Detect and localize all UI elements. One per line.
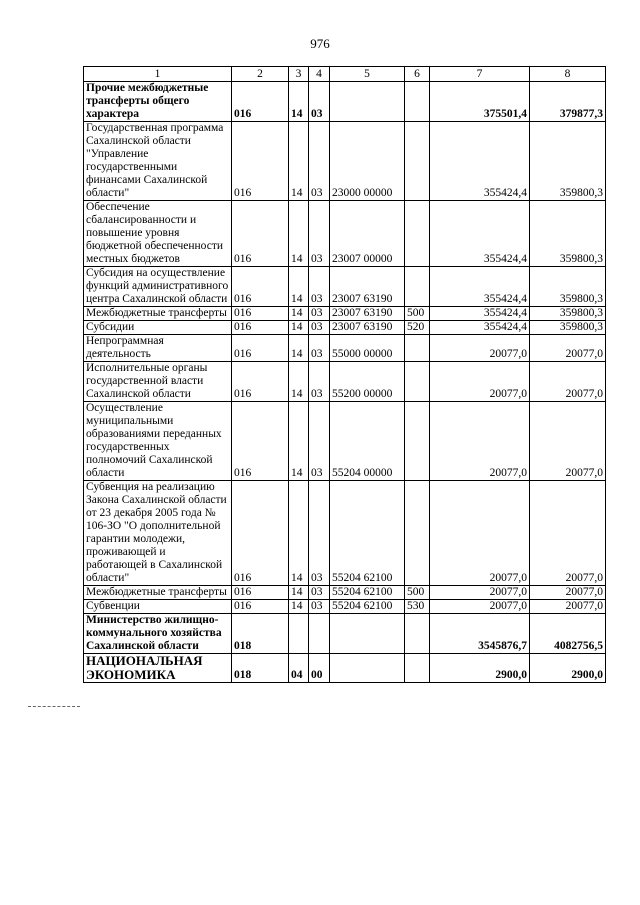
table-row xyxy=(84,614,606,654)
table-row xyxy=(84,321,606,335)
row-name-cell: Прочие межбюджетные трансферты общего характера xyxy=(84,82,232,122)
section-code-cell: 14 xyxy=(289,307,309,321)
subsection-code-cell: 03 xyxy=(309,321,330,335)
table-row xyxy=(84,122,606,201)
target-article-cell xyxy=(330,614,405,654)
row-name-cell: Субсидия на осуществление функций административного центра Сахалинской области xyxy=(84,267,232,307)
amount-year2-cell: 359800,3 xyxy=(530,267,606,307)
chapter-code-cell: 016 xyxy=(232,586,289,600)
amount-year2-cell: 20077,0 xyxy=(530,402,606,481)
amount-year1-cell: 3545876,7 xyxy=(430,614,530,654)
row-name-cell: Непрограммная деятельность xyxy=(84,335,232,362)
column-header: 1 xyxy=(84,67,232,82)
column-header: 8 xyxy=(530,67,606,82)
section-code-cell: 14 xyxy=(289,267,309,307)
expense-type-cell xyxy=(405,362,430,402)
column-header: 6 xyxy=(405,67,430,82)
expense-type-cell: 520 xyxy=(405,321,430,335)
target-article-cell xyxy=(330,654,405,683)
table-row xyxy=(84,362,606,402)
chapter-code-cell: 016 xyxy=(232,321,289,335)
chapter-code-cell: 016 xyxy=(232,122,289,201)
chapter-code-cell: 016 xyxy=(232,267,289,307)
expense-type-cell: 500 xyxy=(405,586,430,600)
table-row xyxy=(84,82,606,122)
amount-year1-cell: 20077,0 xyxy=(430,362,530,402)
expense-type-cell: 530 xyxy=(405,600,430,614)
column-header: 2 xyxy=(232,67,289,82)
amount-year2-cell: 359800,3 xyxy=(530,122,606,201)
target-article-cell: 23000 00000 xyxy=(330,122,405,201)
budget-table xyxy=(83,66,606,683)
row-name-cell: НАЦИОНАЛЬНАЯ ЭКОНОМИКА xyxy=(84,654,232,683)
amount-year1-cell: 20077,0 xyxy=(430,481,530,586)
section-code-cell: 14 xyxy=(289,122,309,201)
chapter-code-cell: 016 xyxy=(232,600,289,614)
subsection-code-cell: 03 xyxy=(309,82,330,122)
row-name-cell: Межбюджетные трансферты xyxy=(84,307,232,321)
amount-year2-cell: 4082756,5 xyxy=(530,614,606,654)
subsection-code-cell: 03 xyxy=(309,402,330,481)
chapter-code-cell: 016 xyxy=(232,201,289,267)
expense-type-cell xyxy=(405,402,430,481)
column-header: 5 xyxy=(330,67,405,82)
amount-year1-cell: 20077,0 xyxy=(430,335,530,362)
amount-year2-cell: 359800,3 xyxy=(530,307,606,321)
table-row xyxy=(84,307,606,321)
subsection-code-cell: 03 xyxy=(309,335,330,362)
subsection-code-cell: 00 xyxy=(309,654,330,683)
amount-year2-cell: 20077,0 xyxy=(530,362,606,402)
row-name-cell: Министерство жилищно-коммунального хозяйства Сахалинской области xyxy=(84,614,232,654)
expense-type-cell xyxy=(405,82,430,122)
amount-year2-cell: 359800,3 xyxy=(530,321,606,335)
target-article-cell: 55204 62100 xyxy=(330,600,405,614)
section-code-cell: 14 xyxy=(289,402,309,481)
row-name-cell: Субвенции xyxy=(84,600,232,614)
section-code-cell: 14 xyxy=(289,600,309,614)
row-name-cell: Осуществление муниципальными образованиями переданных государственных полномочий Сахалинской области xyxy=(84,402,232,481)
chapter-code-cell: 018 xyxy=(232,614,289,654)
expense-type-cell xyxy=(405,335,430,362)
table-row xyxy=(84,481,606,586)
amount-year2-cell: 20077,0 xyxy=(530,600,606,614)
row-name-cell: Субсидии xyxy=(84,321,232,335)
section-code-cell: 14 xyxy=(289,82,309,122)
expense-type-cell: 500 xyxy=(405,307,430,321)
chapter-code-cell: 016 xyxy=(232,307,289,321)
amount-year1-cell: 20077,0 xyxy=(430,600,530,614)
amount-year2-cell: 20077,0 xyxy=(530,335,606,362)
target-article-cell: 55200 00000 xyxy=(330,362,405,402)
subsection-code-cell xyxy=(309,614,330,654)
expense-type-cell xyxy=(405,481,430,586)
table-row xyxy=(84,654,606,683)
target-article-cell xyxy=(330,82,405,122)
table-row xyxy=(84,267,606,307)
table-row xyxy=(84,600,606,614)
subsection-code-cell: 03 xyxy=(309,362,330,402)
subsection-code-cell: 03 xyxy=(309,586,330,600)
section-code-cell xyxy=(289,614,309,654)
expense-type-cell xyxy=(405,267,430,307)
scan-artifact-line xyxy=(28,706,80,707)
target-article-cell: 55204 62100 xyxy=(330,586,405,600)
subsection-code-cell: 03 xyxy=(309,122,330,201)
amount-year1-cell: 355424,4 xyxy=(430,122,530,201)
target-article-cell: 23007 00000 xyxy=(330,201,405,267)
amount-year1-cell: 355424,4 xyxy=(430,267,530,307)
amount-year1-cell: 20077,0 xyxy=(430,402,530,481)
target-article-cell: 55204 62100 xyxy=(330,481,405,586)
table-header-row xyxy=(84,67,606,82)
amount-year2-cell: 359800,3 xyxy=(530,201,606,267)
target-article-cell: 55000 00000 xyxy=(330,335,405,362)
table-row xyxy=(84,402,606,481)
subsection-code-cell: 03 xyxy=(309,600,330,614)
amount-year1-cell: 355424,4 xyxy=(430,201,530,267)
subsection-code-cell: 03 xyxy=(309,481,330,586)
chapter-code-cell: 016 xyxy=(232,481,289,586)
amount-year2-cell: 20077,0 xyxy=(530,586,606,600)
row-name-cell: Исполнительные органы государственной власти Сахалинской области xyxy=(84,362,232,402)
section-code-cell: 14 xyxy=(289,321,309,335)
row-name-cell: Обеспечение сбалансированности и повышение уровня бюджетной обеспеченности местных бюджетов xyxy=(84,201,232,267)
chapter-code-cell: 016 xyxy=(232,335,289,362)
section-code-cell: 14 xyxy=(289,335,309,362)
row-name-cell: Государственная программа Сахалинской области "Управление государственными финансами Сахалинской области" xyxy=(84,122,232,201)
section-code-cell: 14 xyxy=(289,201,309,267)
amount-year2-cell: 379877,3 xyxy=(530,82,606,122)
subsection-code-cell: 03 xyxy=(309,307,330,321)
expense-type-cell xyxy=(405,122,430,201)
section-code-cell: 14 xyxy=(289,586,309,600)
amount-year1-cell: 20077,0 xyxy=(430,586,530,600)
expense-type-cell xyxy=(405,614,430,654)
column-header: 4 xyxy=(309,67,330,82)
column-header: 3 xyxy=(289,67,309,82)
amount-year1-cell: 375501,4 xyxy=(430,82,530,122)
table-row xyxy=(84,586,606,600)
section-code-cell: 14 xyxy=(289,481,309,586)
subsection-code-cell: 03 xyxy=(309,201,330,267)
section-code-cell: 14 xyxy=(289,362,309,402)
table-row xyxy=(84,201,606,267)
subsection-code-cell: 03 xyxy=(309,267,330,307)
chapter-code-cell: 016 xyxy=(232,82,289,122)
column-header: 7 xyxy=(430,67,530,82)
chapter-code-cell: 016 xyxy=(232,362,289,402)
table-row xyxy=(84,335,606,362)
chapter-code-cell: 016 xyxy=(232,402,289,481)
amount-year1-cell: 2900,0 xyxy=(430,654,530,683)
expense-type-cell xyxy=(405,654,430,683)
chapter-code-cell: 018 xyxy=(232,654,289,683)
row-name-cell: Межбюджетные трансферты xyxy=(84,586,232,600)
amount-year2-cell: 20077,0 xyxy=(530,481,606,586)
table-body xyxy=(84,82,606,683)
amount-year1-cell: 355424,4 xyxy=(430,307,530,321)
section-code-cell: 04 xyxy=(289,654,309,683)
expense-type-cell xyxy=(405,201,430,267)
amount-year1-cell: 355424,4 xyxy=(430,321,530,335)
target-article-cell: 23007 63190 xyxy=(330,307,405,321)
page-number: 976 xyxy=(310,36,330,51)
target-article-cell: 55204 00000 xyxy=(330,402,405,481)
row-name-cell: Субвенция на реализацию Закона Сахалинской области от 23 декабря 2005 года № 106-ЗО "О дополнительной гарантии молодежи, проживающей и работающей в Сахалинской области" xyxy=(84,481,232,586)
amount-year2-cell: 2900,0 xyxy=(530,654,606,683)
target-article-cell: 23007 63190 xyxy=(330,267,405,307)
target-article-cell: 23007 63190 xyxy=(330,321,405,335)
